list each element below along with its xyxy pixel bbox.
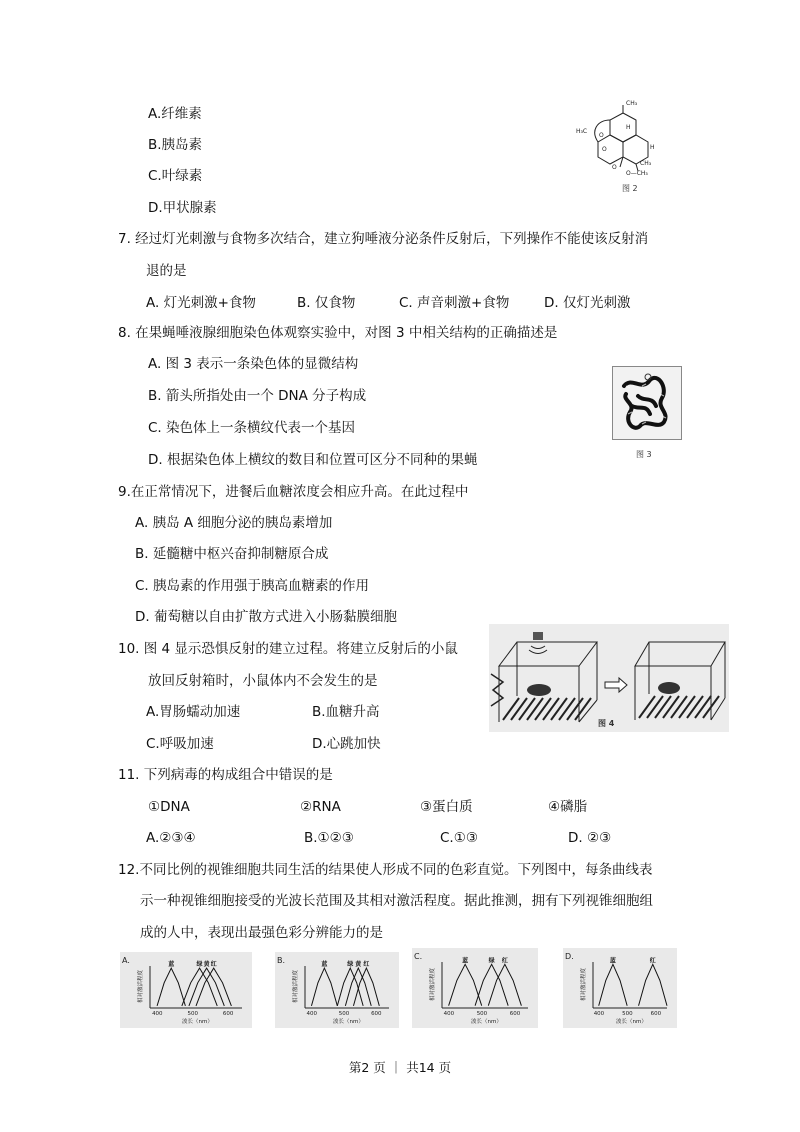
fig2-och3: O—CH₃ <box>626 170 648 177</box>
chart-legend-label: 红 <box>649 957 656 965</box>
chart-xlabel: 波长（nm） <box>471 1019 502 1025</box>
figure-3-chromosome <box>612 366 682 440</box>
chart-ylabel: 相对激活程度 <box>581 967 587 1001</box>
q12-chart-a <box>120 952 252 1028</box>
q11-item-1: ①DNA <box>148 799 190 815</box>
page-footer: 第2 页 ｜ 共14 页 <box>348 1060 452 1075</box>
chart-x-tick-label: 400 <box>152 1011 163 1017</box>
chart-xlabel: 波长（nm） <box>333 1019 364 1025</box>
chart-x-tick-label: 600 <box>371 1011 382 1017</box>
chart-x-tick-label: 600 <box>509 1011 521 1017</box>
chart-x-tick-label: 500 <box>187 1011 198 1017</box>
chart-legend-label: 绿 <box>196 961 203 969</box>
chart-panel-label: C. <box>414 952 423 961</box>
chart-series-line <box>157 968 185 1006</box>
fig2-o3: O <box>612 164 617 171</box>
figure-4-reflex-boxes <box>489 624 729 732</box>
chart-legend-label: 蓝 <box>609 957 616 965</box>
chart-legend-label: 黄 <box>203 961 210 969</box>
chart-ylabel: 相对激活程度 <box>293 969 299 1003</box>
q11-option-c: C.①③ <box>440 830 478 846</box>
q10-option-c: C.呼吸加速 <box>146 736 214 752</box>
fig2-ch3-top: CH₃ <box>626 100 638 107</box>
q9-option-a: A. 胰岛 A 细胞分泌的胰岛素增加 <box>135 515 333 531</box>
chart-xlabel: 波长（nm） <box>182 1019 213 1025</box>
chart-legend-label: 蓝 <box>168 961 175 969</box>
figure-2-structure <box>568 95 668 183</box>
q8-option-d: D. 根据染色体上横纹的数目和位置可区分不同种的果蝇 <box>148 452 478 468</box>
figure-2-caption: 图 2 <box>622 184 638 193</box>
q10-stem: 10. 图 4 显示恐惧反射的建立过程。将建立反射后的小鼠 <box>118 641 458 657</box>
chart-x-tick-label: 500 <box>622 1011 633 1017</box>
q9-option-c: C. 胰岛素的作用强于胰高血糖素的作用 <box>135 578 370 594</box>
chart-legend-label: 黄 <box>355 961 362 969</box>
q10-option-b: B.血糖升高 <box>312 704 380 720</box>
chart-x-tick-label: 600 <box>222 1011 234 1017</box>
q11-option-b: B.①②③ <box>304 830 354 846</box>
q11-item-3: ③蛋白质 <box>420 799 473 815</box>
figure-4-caption: 图 4 <box>598 719 615 728</box>
q10-stem-cont: 放回反射箱时，小鼠体内不会发生的是 <box>148 673 378 689</box>
q12-chart-c <box>412 948 538 1028</box>
fig2-ch3-right: CH₃ <box>640 160 652 167</box>
chart-legend-label: 蓝 <box>462 957 469 965</box>
fig2-h2: H <box>650 144 655 151</box>
q7-option-a: A. 灯光刺激+食物 <box>146 295 256 311</box>
chart-series-line <box>639 964 667 1005</box>
chart-legend-label: 蓝 <box>321 961 328 969</box>
q11-item-2: ②RNA <box>300 799 341 815</box>
chart-x-tick-label: 500 <box>338 1011 350 1017</box>
q12-stem: 12.不同比例的视锥细胞共同生活的结果使人形成不同的色彩直觉。下列图中，每条曲线表 <box>118 862 653 878</box>
q9-option-d: D. 葡萄糖以自由扩散方式进入小肠黏膜细胞 <box>135 609 397 625</box>
q10-option-a: A.胃肠蠕动加速 <box>146 704 241 720</box>
q9-option-b: B. 延髓糖中枢兴奋抑制糖原合成 <box>135 546 329 562</box>
chart-series-line <box>189 968 224 1006</box>
chart-x-tick-label: 400 <box>443 1011 455 1017</box>
chart-xlabel: 波长（nm） <box>616 1019 647 1025</box>
q12-stem-cont-1: 示一种视锥细胞接受的光波长范围及其相对激活程度。据此推测，拥有下列视锥细胞组 <box>140 893 653 909</box>
q8-option-a: A. 图 3 表示一条染色体的显微结构 <box>148 356 359 372</box>
q7-option-c: C. 声音刺激+食物 <box>399 295 510 311</box>
chart-x-tick-label: 600 <box>650 1011 662 1017</box>
chart-x-tick-label: 500 <box>476 1011 488 1017</box>
q10-option-d: D.心跳加快 <box>312 736 381 752</box>
figure-3-caption: 图 3 <box>636 450 652 459</box>
chart-series-line <box>599 964 627 1005</box>
chart-series-line <box>311 968 337 1006</box>
q7-option-d: D. 仅灯光刺激 <box>544 295 631 311</box>
q12-chart-d <box>563 948 677 1028</box>
chart-legend-label: 绿 <box>488 957 495 965</box>
q8-stem: 8. 在果蝇唾液腺细胞染色体观察实验中，对图 3 中相关结构的正确描述是 <box>118 325 558 341</box>
q11-option-d: D. ②③ <box>568 830 612 846</box>
chart-series-line <box>196 968 231 1006</box>
chart-legend-label: 红 <box>210 961 217 969</box>
chart-legend-label: 绿 <box>347 961 354 969</box>
chart-legend-label: 红 <box>363 961 370 969</box>
q12-stem-cont-2: 成的人中，表现出最强色彩分辨能力的是 <box>140 925 383 941</box>
q6-option-b: B.胰岛素 <box>148 137 203 153</box>
chart-series-line <box>182 968 217 1006</box>
chart-series-line <box>488 964 521 1005</box>
q12-chart-b <box>275 952 399 1028</box>
chart-ylabel: 相对激活程度 <box>430 967 436 1001</box>
q11-item-4: ④磷脂 <box>548 799 588 815</box>
q8-option-c: C. 染色体上一条横纹代表一个基因 <box>148 420 356 436</box>
q6-option-c: C.叶绿素 <box>148 168 203 184</box>
q6-option-d: D.甲状腺素 <box>148 200 217 216</box>
q9-stem: 9.在正常情况下，进餐后血糖浓度会相应升高。在此过程中 <box>118 484 469 500</box>
chart-x-tick-label: 400 <box>593 1011 605 1017</box>
fig2-o1: O <box>599 132 604 139</box>
q7-stem-cont: 退的是 <box>146 263 187 279</box>
chart-panel-label: A. <box>122 956 130 965</box>
chart-panel-label: B. <box>277 956 286 965</box>
q6-option-a: A.纤维素 <box>148 106 202 122</box>
q7-stem: 7. 经过灯光刺激与食物多次结合，建立狗唾液分泌条件反射后，下列操作不能使该反射消 <box>118 231 649 247</box>
q11-stem: 11. 下列病毒的构成组合中错误的是 <box>118 767 333 783</box>
q11-option-a: A.②③④ <box>146 830 196 846</box>
fig2-o2: O <box>602 146 607 153</box>
chart-x-tick-label: 400 <box>306 1011 317 1017</box>
q8-option-b: B. 箭头所指处由一个 DNA 分子构成 <box>148 388 367 404</box>
fig2-h1: H <box>626 124 631 131</box>
q7-option-b: B. 仅食物 <box>297 295 356 311</box>
chart-ylabel: 相对激活程度 <box>138 969 144 1003</box>
chart-panel-label: D. <box>565 952 574 961</box>
fig2-h3c: H₃C <box>576 128 588 135</box>
chart-legend-label: 红 <box>501 957 508 965</box>
